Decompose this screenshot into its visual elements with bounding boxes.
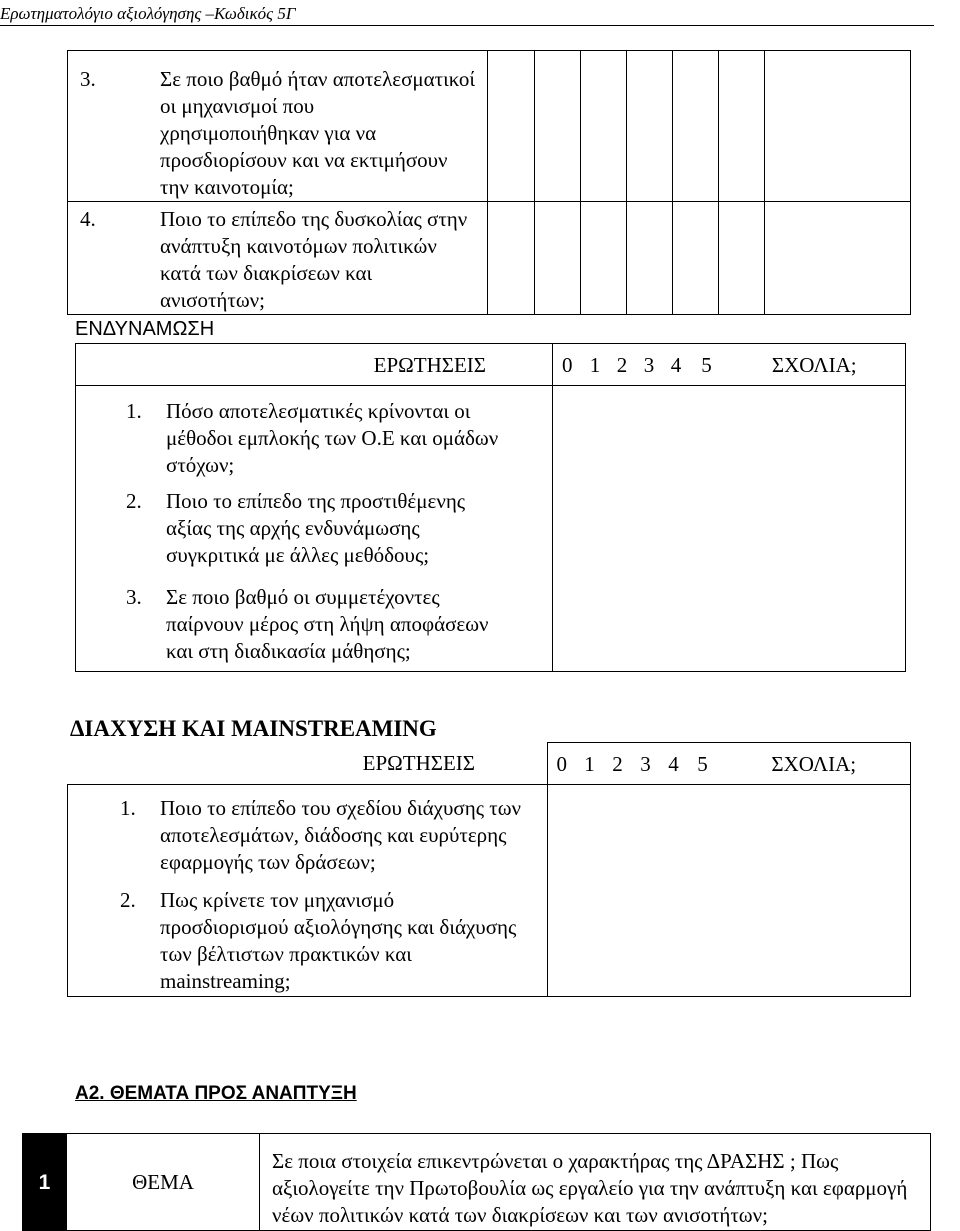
dissemination-table: [67, 742, 911, 997]
question-cell: [68, 202, 488, 315]
questions-header: ΕΡΩΤΗΣΕΙΣ: [76, 344, 553, 386]
empowerment-table: [75, 343, 906, 672]
score-cell[interactable]: [627, 202, 673, 315]
section-title-topics: Α2. ΘΕΜΑΤΑ ΠΡΟΣ ΑΝΑΠΤΥΞΗ: [75, 1083, 357, 1104]
score-cell[interactable]: [535, 51, 581, 202]
comments-header: ΣΧΟΛΙΑ;: [724, 344, 906, 386]
comments-cell[interactable]: [765, 202, 911, 315]
score-cell[interactable]: [719, 202, 765, 315]
question-number: 1.: [120, 796, 136, 820]
question-cell: [68, 881, 548, 997]
table-header-row: [76, 344, 906, 386]
score-header: 2: [604, 743, 632, 785]
question-text: Πως κρίνετε τον μηχανισμό προσδιορισμού αξιολόγησης και διάχυσης των βέλτιστων πρακτικών και mainstreaming;: [160, 887, 517, 993]
topic-text: Σε ποια στοιχεία επικεντρώνεται ο χαρακτήρας της ΔΡΑΣΗΣ ; Πως αξιολογείτε την Πρωτοβουλία ως εργαλείο για την ανάπτυξη και εφαρμογή νέων πολιτικών κατά των διακρίσεων και των ανισοτήτων;: [260, 1134, 931, 1231]
question-cell: [76, 386, 553, 482]
score-header: 4: [660, 743, 688, 785]
table-row: [23, 1134, 931, 1231]
score-cell[interactable]: [488, 202, 535, 315]
score-header: 0: [548, 743, 576, 785]
questions-header: ΕΡΩΤΗΣΕΙΣ: [68, 743, 548, 785]
score-cell[interactable]: [535, 202, 581, 315]
section-title-dissemination: ΔΙΑΧΥΣΗ ΚΑΙ MAINSTREAMING: [70, 716, 437, 741]
score-cell[interactable]: [581, 202, 627, 315]
score-cell[interactable]: [488, 51, 535, 202]
table-row: [68, 785, 911, 881]
question-text: Σε ποιο βαθμό ήταν αποτελεσματικοί οι μηχανισμοί που χρησιμοποιήθηκαν για να προσδιορίσουν και να εκτιμήσουν την καινοτομία;: [160, 67, 476, 199]
question-text: Ποιο το επίπεδο της δυσκολίας στην ανάπτυξη καινοτόμων πολιτικών κατά των διακρίσεων και ανισοτήτων;: [160, 207, 468, 312]
score-header: 1: [582, 344, 609, 386]
question-number: 4.: [80, 207, 96, 231]
question-number: 3.: [80, 67, 96, 91]
topics-table: [22, 1133, 931, 1231]
topic-label: ΘΕΜΑ: [67, 1134, 260, 1231]
score-cell[interactable]: [627, 51, 673, 202]
question-text: Ποιο το επίπεδο του σχεδίου διάχυσης των αποτελεσμάτων, διάδοσης και ευρύτερης εφαρμογής των δράσεων;: [160, 796, 522, 874]
question-text: Σε ποιο βαθμό οι συμμετέχοντες παίρνουν μέρος στη λήψη αποφάσεων και στη διαδικασία μάθησης;: [166, 584, 489, 663]
question-text: Ποιο το επίπεδο της προστιθέμενης αξίας της αρχής ενδυνάμωσης συγκριτικά με άλλες μεθόδους;: [166, 488, 466, 567]
score-cell[interactable]: [719, 51, 765, 202]
score-cell[interactable]: [673, 202, 719, 315]
questions-table-continued: [67, 50, 911, 315]
comments-cell[interactable]: [765, 51, 911, 202]
score-header: 3: [636, 344, 663, 386]
question-number: 2.: [126, 488, 142, 513]
score-header: 1: [576, 743, 604, 785]
topic-number: 1: [23, 1134, 67, 1231]
table-row: [68, 202, 911, 315]
score-and-comments-area[interactable]: [548, 785, 911, 997]
question-number: 3.: [126, 584, 142, 609]
document-header-title: Ερωτηματολόγιο αξιολόγησης –Κωδικός 5Γ: [0, 4, 296, 23]
score-and-comments-area[interactable]: [553, 386, 906, 672]
question-cell: [76, 482, 553, 578]
question-cell: [76, 578, 553, 672]
question-text: Πόσο αποτελεσματικές κρίνονται οι μέθοδοι εμπλοκής των Ο.Ε και ομάδων στόχων;: [166, 399, 499, 477]
score-header: 5: [688, 743, 718, 785]
score-header: 4: [663, 344, 690, 386]
score-header: 2: [609, 344, 636, 386]
table-row: [68, 51, 911, 202]
score-cell[interactable]: [673, 51, 719, 202]
header-divider: [0, 25, 934, 26]
score-header: 3: [632, 743, 660, 785]
comments-header: ΣΧΟΛΙΑ;: [718, 743, 911, 785]
score-cell[interactable]: [581, 51, 627, 202]
question-cell: [68, 785, 548, 881]
question-cell: [68, 51, 488, 202]
question-number: 2.: [120, 887, 136, 912]
score-header: 5: [690, 344, 724, 386]
table-row: [76, 386, 906, 482]
table-header-row: [68, 743, 911, 785]
section-title-empowerment: ΕΝΔΥΝΑΜΩΣΗ: [75, 318, 215, 340]
score-header: 0: [553, 344, 582, 386]
question-number: 1.: [126, 399, 142, 423]
